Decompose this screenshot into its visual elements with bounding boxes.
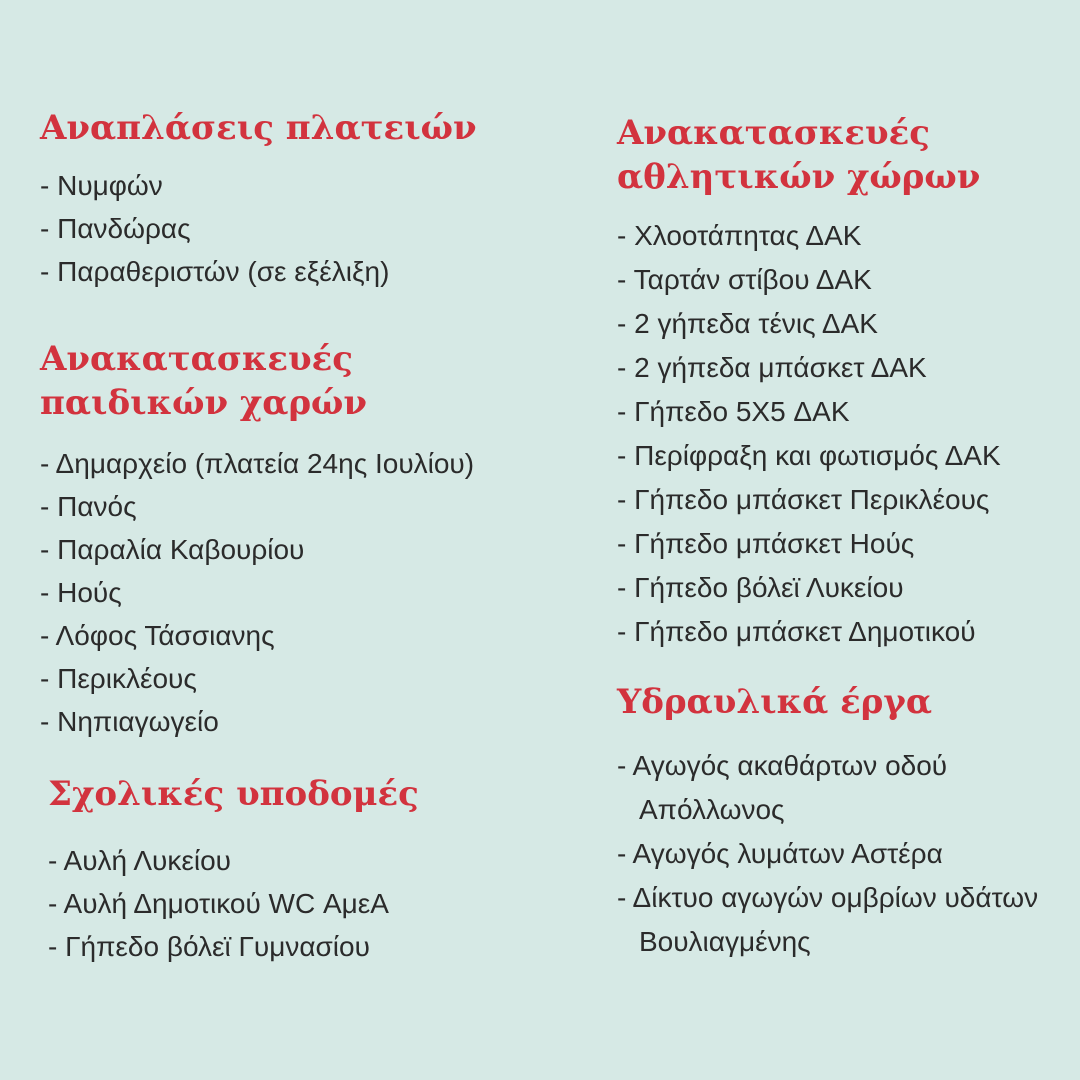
section-title-line: Σχολικές υποδομές: [48, 774, 419, 814]
list-item: - Αυλή Λυκείου: [48, 845, 231, 876]
list-item: - Γήπεδο μπάσκετ Περικλέους: [617, 484, 990, 515]
left-column: [40, 0, 584, 968]
section-title: [40, 337, 584, 425]
list-item: - Γήπεδο βόλεϊ Λυκείου: [617, 572, 904, 603]
list-item: - Ηούς: [40, 577, 122, 608]
list-item: - Παραλία Καβουρίου: [40, 534, 305, 565]
list-item: - Γήπεδο μπάσκετ Ηούς: [617, 528, 915, 559]
list-item: - Γήπεδο 5X5 ΔΑΚ: [617, 396, 850, 427]
list-item: - Περικλέους: [40, 663, 197, 694]
list-item: - Αυλή Δημοτικού WC ΑμεΑ: [48, 888, 389, 919]
section-title-line: Αναπλάσεις πλατειών: [40, 108, 477, 148]
section-title-line: Υδραυλικά έργα: [617, 682, 932, 722]
section-title-line: παιδικών χαρών: [40, 383, 368, 423]
list-item: - Νυμφών: [40, 170, 163, 201]
section-plazas-redevelopment: [40, 106, 584, 293]
school-list: [48, 839, 584, 968]
list-item: - Γήπεδο βόλεϊ Γυμνασίου: [48, 931, 370, 962]
list-item: - Παραθεριστών (σε εξέλιξη): [40, 256, 390, 287]
section-title: [40, 106, 584, 150]
sports-list: [617, 214, 1052, 654]
list-item: - Γήπεδο μπάσκετ Δημοτικού: [617, 616, 976, 647]
list-item: - 2 γήπεδα μπάσκετ ΔΑΚ: [617, 352, 927, 383]
list-item: - Ταρτάν στίβου ΔΑΚ: [617, 264, 872, 295]
plazas-list: [40, 164, 584, 293]
section-title-line: Ανακατασκευές: [40, 339, 354, 379]
list-item: - Πανδώρας: [40, 213, 191, 244]
section-title: [617, 680, 1052, 724]
right-column: [617, 0, 1052, 964]
section-school-infrastructure: [48, 772, 584, 968]
section-title: [48, 772, 584, 816]
plumbing-list: [617, 744, 1052, 964]
list-item: - Περίφραξη και φωτισμός ΔΑΚ: [617, 440, 1001, 471]
list-item: - Λόφος Τάσσιανης: [40, 620, 275, 651]
section-title-line: Ανακατασκευές: [617, 113, 931, 153]
section-playgrounds-reconstruction: [40, 337, 584, 743]
section-title: [617, 111, 1052, 199]
list-item: - Δίκτυο αγωγών ομβρίων υδάτων Βουλιαγμένης: [617, 882, 1039, 957]
list-item: - Δημαρχείο (πλατεία 24ης Ιουλίου): [40, 448, 475, 479]
list-item: - Αγωγός ακαθάρτων οδού Απόλλωνος: [617, 750, 948, 825]
list-item: - Νηπιαγωγείο: [40, 706, 219, 737]
section-title-line: αθλητικών χώρων: [617, 157, 981, 197]
section-plumbing-works: [617, 680, 1052, 964]
list-item: - 2 γήπεδα τένις ΔΑΚ: [617, 308, 878, 339]
list-item: - Πανός: [40, 491, 137, 522]
list-item: - Χλοοτάπητας ΔΑΚ: [617, 220, 862, 251]
section-sports-facilities-reconstruction: [617, 111, 1052, 654]
list-item: - Αγωγός λυμάτων Αστέρα: [617, 838, 943, 869]
playgrounds-list: [40, 442, 584, 743]
